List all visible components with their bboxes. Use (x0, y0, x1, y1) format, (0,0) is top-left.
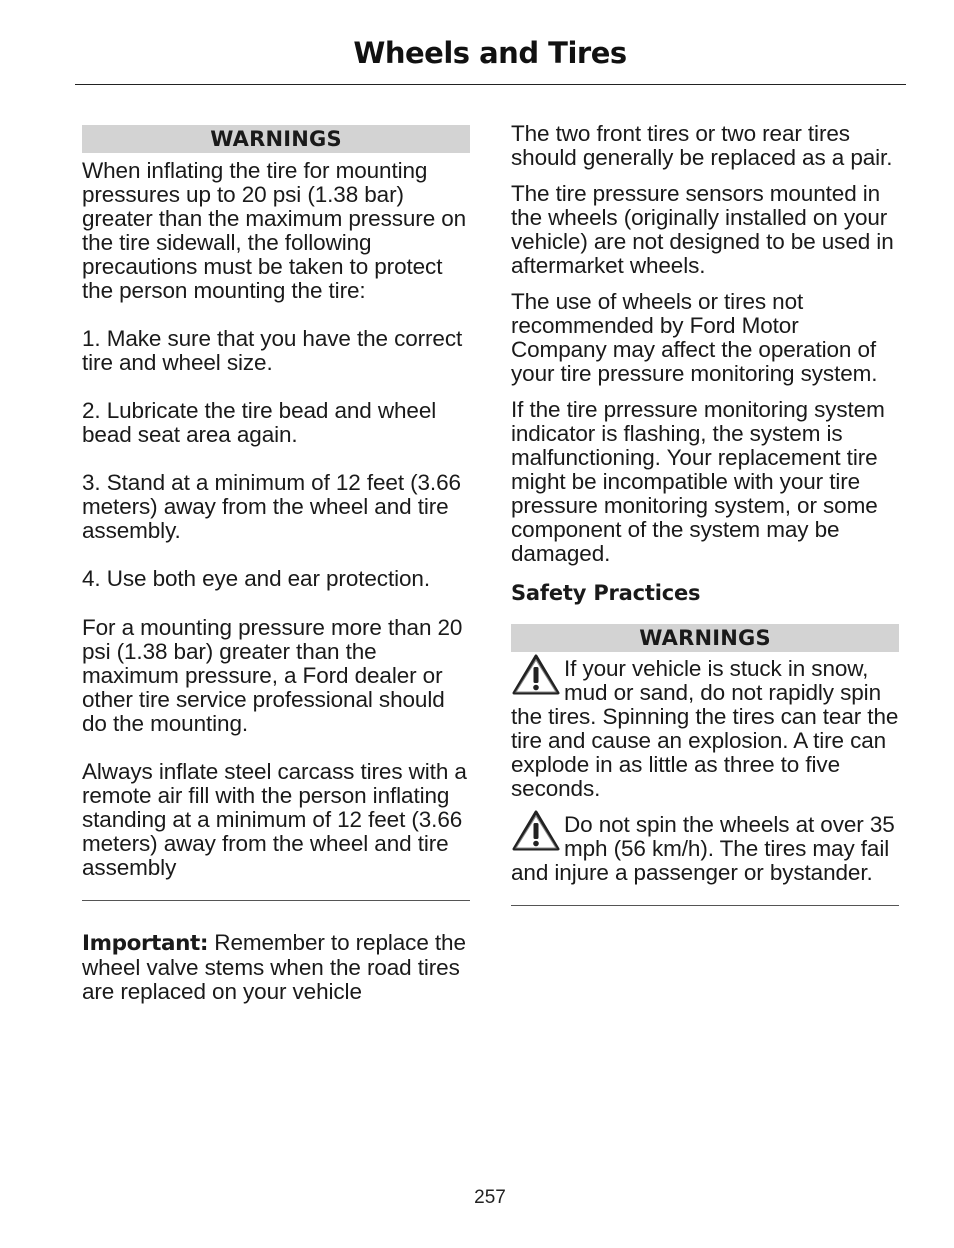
warnings-header: WARNINGS (82, 125, 470, 153)
page-title: Wheels and Tires (353, 36, 627, 70)
warning-step-4: 4. Use both eye and ear protection. (82, 566, 430, 591)
warnings-end-rule (82, 900, 470, 901)
warning-triangle-icon (511, 653, 561, 697)
warning-intro: When inflating the tire for mounting pressures up to 20 psi (1.38 bar) greater than the maximum pressure on the tire sidewall, the following precautions must be taken to protect the person mounting the tire: (82, 158, 467, 303)
important-text: Remember to replace the wheel valve stems when the road tires are replaced on your vehicle (82, 930, 466, 1004)
warning-step-3: 3. Stand at a minimum of 12 feet (3.66 meters) away from the wheel and tire assembly. (82, 470, 461, 543)
paragraph-sensors: The tire pressure sensors mounted in the wheels (originally installed on your vehicle) are not designed to be used in aftermarket wheels. (511, 181, 894, 278)
right-column (511, 122, 899, 906)
warning-stuck-vehicle (511, 657, 899, 801)
warning-triangle-icon (511, 809, 561, 853)
important-label: Important: (82, 931, 209, 956)
important-note (82, 931, 470, 1004)
warning-spin-speed (511, 813, 899, 885)
title-rule (75, 84, 906, 85)
paragraph-non-recommended: The use of wheels or tires not recommended by Ford Motor Company may affect the operation of your tire pressure monitoring system. (511, 289, 878, 386)
safety-warnings-end-rule (511, 905, 899, 906)
warning-spin-text: Do not spin the wheels at over 35 mph (56 km/h). The tires may fail and injure a passenger or bystander. (511, 812, 895, 885)
paragraph-replace-pair: The two front tires or two rear tires should generally be replaced as a pair. (511, 121, 893, 170)
steel-carcass-note: Always inflate steel carcass tires with a remote air fill with the person inflating standing at a minimum of 12 feet (3.66 meters) away from the wheel and tire assembly (82, 759, 467, 880)
left-column (82, 122, 470, 1004)
page-number: 257 (474, 1187, 506, 1208)
warning-step-2: 2. Lubricate the tire bead and wheel bead seat area again. (82, 398, 437, 447)
dealer-note: For a mounting pressure more than 20 psi (1.38 bar) greater than the maximum pressure, a Ford dealer or other tire service professional should do the mounting. (82, 615, 463, 736)
warning-stuck-text: If your vehicle is stuck in snow, mud or sand, do not rapidly spin the tires. Spinning the tires can tear the tire and cause an explosion. A tire can explode in as little as three to five seconds. (511, 656, 899, 801)
safety-practices-heading: Safety Practices (511, 581, 701, 605)
safety-warnings-header: WARNINGS (511, 624, 899, 652)
paragraph-tpms-flashing: If the tire prressure monitoring system indicator is flashing, the system is malfunctioning. Your replacement tire might be incompatible with your tire pressure monitoring system, or some component of the system may be damaged. (511, 397, 885, 566)
warning-step-1: 1. Make sure that you have the correct tire and wheel size. (82, 326, 463, 375)
